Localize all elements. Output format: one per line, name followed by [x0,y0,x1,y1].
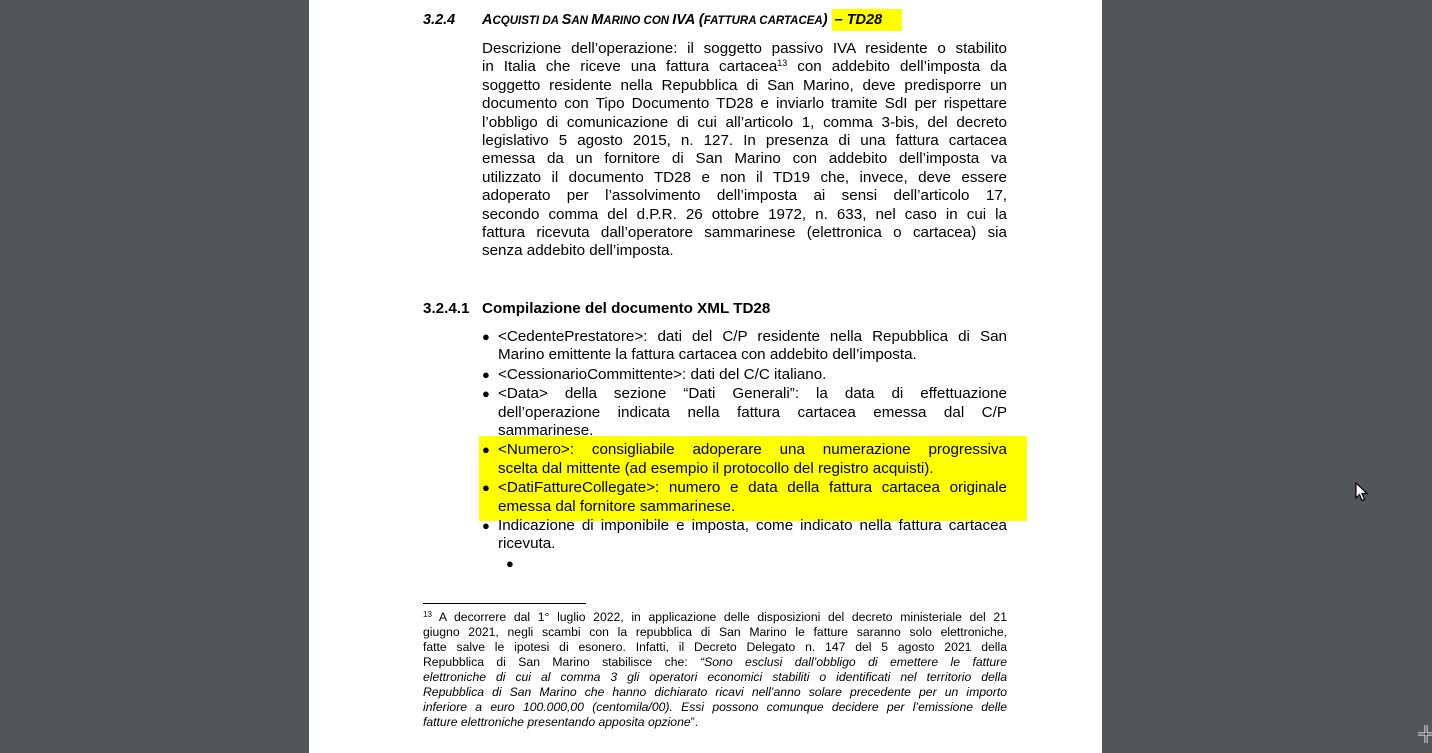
title-part: FATTURA CARTACEA [703,15,823,27]
footnote-line [423,640,1007,655]
bullet-icon: ● [482,386,490,402]
list-item-line: <Data> della sezione “Dati Generali”: la data di effettuazione [498,385,1007,403]
move-cursor-icon [1416,723,1432,745]
list-item-line: <CedentePrestatore>: dati del C/P residente nella Repubblica di San [498,328,1007,345]
footnote-line [423,700,1007,715]
description-line: fattura ricevuta dall’operatore sammarinese (elettronica o cartacea) sia [482,224,1007,242]
title-part: CQUISTI DA [492,15,562,27]
footnote-text: giugno 2021, negli scambi con la repubblica di San Marino le fatture saranno solo elettroniche, [423,625,1007,639]
footnote [423,610,1007,730]
description-line: senza addebito dell’imposta. [482,242,674,260]
document-page [309,0,1102,753]
bullet-list [482,328,1007,555]
description-line: legislativo 5 agosto 2015, n. 127. In presenza di una fattura cartacea [482,132,1007,150]
title-part: AN [571,15,592,27]
description-line: utilizzato il documento TD28 e non il TD19 che, invece, deve essere [482,168,1007,186]
description-line: in Italia che riceve una fattura cartacea$^{13}$ con addebito dell’imposta da [482,58,1007,76]
footnote-line [423,625,1007,640]
mouse-pointer-icon [1355,482,1369,502]
title-part: S [561,12,572,28]
footnote-text: fatte salve le ipotesi di esonero. Infatti, il Decreto Delegato n. 147 del 5 agosto 2021 della [423,640,1007,654]
footnote-text: ”. [690,715,699,729]
footnote-text: Repubblica di San Marino che hanno dichiarato ricavi nell’anno solare precedente per un importo [423,685,1007,699]
list-item-line: scelta dal mittente (ad esempio il protocollo del registro acquisti). [498,459,934,477]
section-title-text [482,12,832,28]
subsection-title: Compilazione del documento XML TD28 [482,300,771,317]
footnote-line [423,670,1007,685]
list-item [482,366,1007,384]
list-item-line: emessa dal fornitore sammarinese. [498,497,736,515]
bullet-icon: ● [482,366,490,382]
description-line: adoperato per l’assolvimento dell’imposta ai sensi dell’articolo 17, [482,187,1007,205]
title-part: A [482,12,493,28]
list-item-line: dell’operazione indicata nella fattura cartacea emessa dal C/P [498,403,1007,421]
footnote-text: elettroniche di cui al comma 3 gli operatori economici stabiliti o identificati nel territorio della [423,670,1007,684]
footnote-line [423,655,1007,670]
footnote-line [423,715,1007,730]
section-title [482,12,902,28]
list-item [482,441,1007,478]
list-item-line: sammarinese. [498,422,594,440]
footnote-text: Repubblica di San Marino stabilisce che: [423,655,701,669]
section-number: 3.2.4 [423,12,456,28]
list-item-line: Marino emittente la fattura cartacea con addebito dell’imposta. [498,346,917,364]
bullet-icon: ● [482,480,490,496]
list-item-line: ricevuta. [498,535,556,553]
section-title-highlight: – TD28 [832,9,903,31]
footnote-reference[interactable]: 13 [777,58,788,69]
list-item-line: <CessionarioCommittente>: dati del C/C italiano. [498,365,827,383]
description-line: secondo comma del d.P.R. 26 ottobre 1972, n. 633, nel caso in cui la [482,205,1007,223]
list-item [482,517,1007,554]
description-line: Descrizione dell’operazione: il soggetto passivo IVA residente o stabilito [482,40,1007,57]
bullet-icon: ● [482,518,490,534]
title-part: IVA ( [672,12,704,28]
subsection-number: 3.2.4.1 [423,300,470,317]
description-line: soggetto residente nella Repubblica di San Marino, deve predisporre un [482,76,1007,94]
list-item-line: Indicazione di imponibile e imposta, come indicato nella fattura cartacea [498,517,1007,535]
list-item [482,385,1007,440]
footnote-text: “Sono esclusi dall’obbligo di emettere le fatture [700,655,1007,669]
title-part: M [591,12,604,28]
description-line: l’obbligo di comunicazione di cui all’articolo 1, comma 3-bis, del decreto [482,113,1007,131]
footnote-separator [423,603,586,604]
title-part: ARINO CON [603,15,673,27]
empty-bullet: ● [506,556,514,571]
title-part: ) [822,12,832,28]
bullet-icon: ● [482,442,490,458]
list-item [482,479,1007,516]
footnote-text: inferiore a euro 100.000,00 (centomila/00). Essi possono comunque decidere per l’emissione delle [423,700,1007,714]
operation-description [482,40,1007,261]
footnote-line [423,610,1007,625]
bullet-icon: ● [482,329,490,344]
description-line: emessa da un fornitore di San Marino con addebito dell’imposta va [482,150,1007,168]
list-item-line: <DatiFattureCollegate>: numero e data della fattura cartacea originale [498,479,1007,497]
footnote-text: A decorrere dal 1° luglio 2022, in applicazione delle disposizioni del decreto ministeriale del 21 [431,610,1007,624]
description-line: documento con Tipo Documento TD28 e inviarlo tramite SdI per rispettare [482,95,1007,113]
list-item [482,328,1007,365]
footnote-marker: 13 [423,610,432,619]
footnote-text: fatture elettroniche presentando apposita opzione [423,715,691,729]
footnote-line [423,685,1007,700]
list-item-line: <Numero>: consigliabile adoperare una numerazione progressiva [498,441,1007,459]
